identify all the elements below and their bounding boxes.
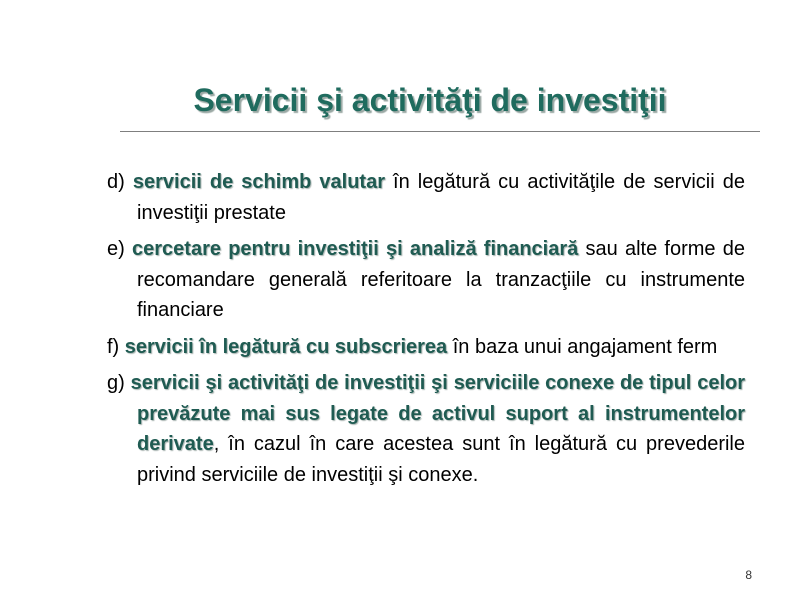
item-marker: e) [107, 238, 125, 260]
list-item-f [107, 332, 745, 363]
item-marker: f) [107, 335, 120, 358]
item-emphasis: servicii de schimb valutar [132, 171, 385, 193]
item-text: sau alte forme de recomandare generală referitoare la tranzacţiile cu instrumente financiare [137, 238, 745, 321]
item-text: în legătură cu activităţile de servicii de investiţii prestate [137, 171, 745, 224]
item-emphasis: servicii şi activităţi de investiţii şi serviciile conexe de tipul celor prevăzute mai sus legate de activul suport al instrumentelor derivate [130, 372, 745, 455]
item-marker: g) [107, 372, 125, 394]
list-item-e [107, 234, 745, 326]
item-marker: d) [107, 171, 125, 193]
slide-title: Servicii şi activităţi de investiţii [193, 82, 667, 118]
item-text: în baza unui angajament ferm [447, 335, 718, 358]
item-emphasis: servicii în legătură cu subscrierea [124, 335, 448, 358]
list-item-g [107, 368, 745, 490]
page-number: 8 [745, 568, 752, 582]
item-text: , în cazul în care acestea sunt în legătură cu prevederile privind serviciile de investiţii şi conexe. [137, 433, 745, 486]
item-list [107, 167, 745, 496]
title-divider [120, 131, 760, 132]
item-emphasis: cercetare pentru investiţii şi analiză financiară [132, 238, 579, 260]
list-item-d [107, 167, 745, 228]
